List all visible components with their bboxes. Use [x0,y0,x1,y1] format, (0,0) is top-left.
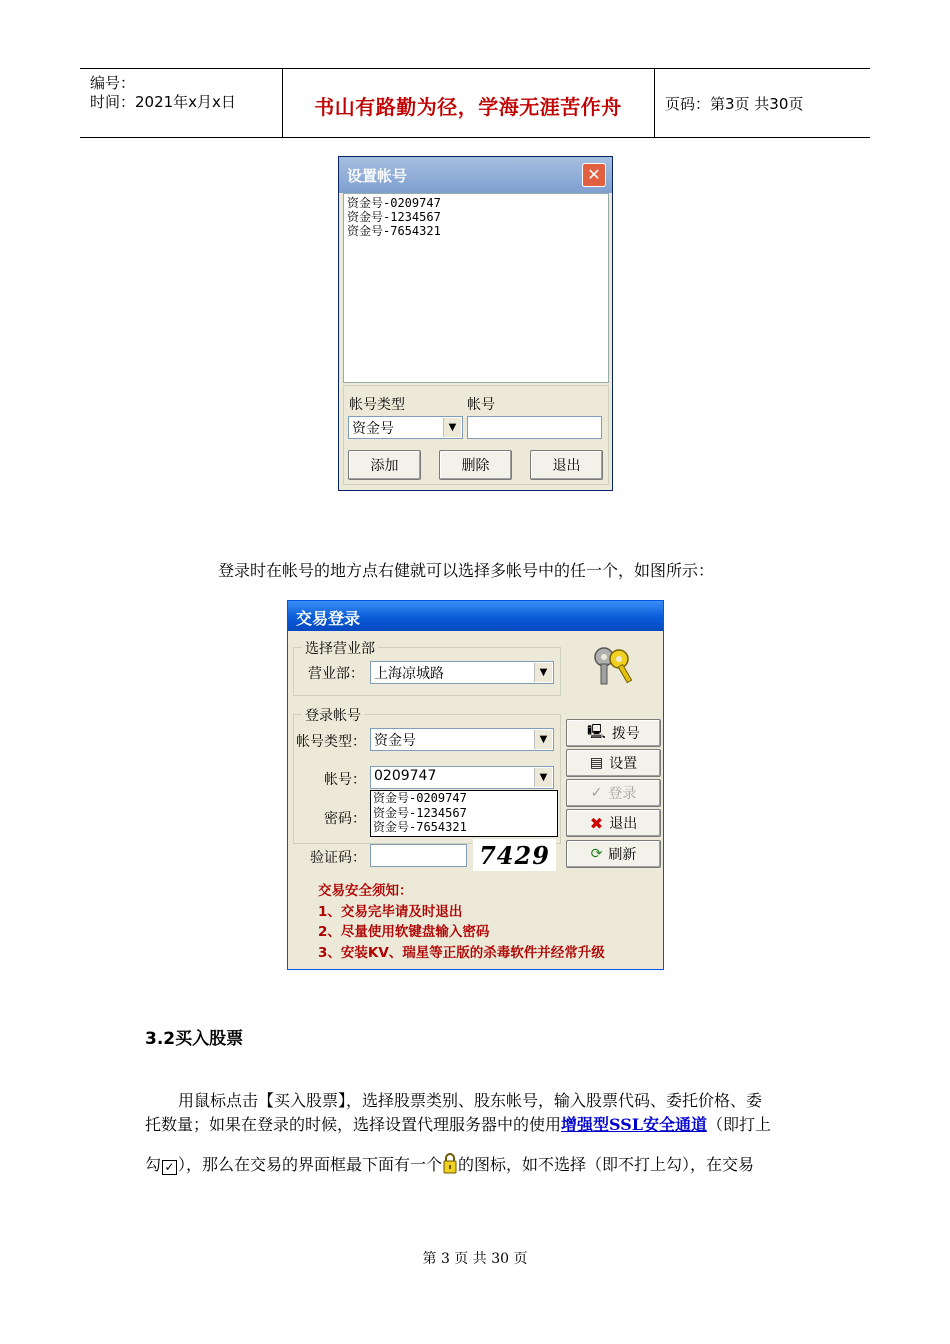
branch-label: 营业部： [308,666,364,682]
keys-icon [588,643,638,689]
branch-group-caption: 选择营业部 [302,638,378,658]
close-icon: ✖ [589,813,604,833]
chevron-down-icon[interactable]: ▼ [443,418,461,437]
trade-login-dialog [287,600,664,970]
login-button[interactable] [566,779,661,807]
account-group-caption: 登录帐号 [302,705,364,725]
account-dropdown-list[interactable] [370,790,558,837]
settings-button[interactable] [566,749,661,777]
doc-time: 时间：2021年x月x日 [90,93,236,111]
lock-icon [443,1152,457,1174]
list-item[interactable]: 资金号-7654321 [347,224,441,238]
list-item[interactable]: 资金号-0209747 [347,196,441,210]
account-list[interactable] [343,193,609,383]
intro-text: 登录时在帐号的地方点右健就可以选择多帐号中的任一个，如图所示： [218,561,715,580]
doc-number: 编号： [90,74,136,92]
add-button[interactable]: 添加 [348,450,421,480]
list-item[interactable]: 资金号-0209747 [373,791,467,805]
captcha-image: 7429 [473,839,556,871]
dialog-titlebar [339,157,612,193]
settings-icon: ▤ [589,755,604,771]
paragraph-line: 用鼠标点击【买入股票】，选择股票类别、股东帐号，输入股票代码、委托价格、委 [178,1091,763,1110]
account-settings-dialog [338,156,613,491]
checkmark-icon: ✓ [590,785,603,801]
refresh-button[interactable] [566,840,661,868]
refresh-button-label: 刷新 [608,847,637,863]
notice-item: 3、安装KV、瑞星等正版的杀毒软件并经常升级 [318,945,605,961]
header-left-cell [80,69,283,137]
account-type-label: 帐号类型： [296,734,366,750]
paragraph-text: ），那么在交易的界面框最下面有一个 [178,1155,443,1174]
notice-title: 交易安全须知： [318,883,413,899]
dial-button-label: 拨号 [611,726,640,742]
account-label: 帐号 [467,397,495,413]
dialog-titlebar [288,601,663,631]
delete-button[interactable]: 删除 [439,450,512,480]
account-type-label: 帐号类型 [349,397,405,413]
checkbox-checked-icon: ✓ [162,1160,177,1175]
header-page-number: 页码：第3页 共30页 [665,95,804,113]
account-label: 帐号： [324,772,366,788]
header-motto: 书山有路勤为径，学海无涯苦作舟 [314,95,622,119]
chevron-down-icon[interactable]: ▼ [534,730,552,749]
dialog-title: 交易登录 [296,609,361,628]
paragraph-text: （即打上 [707,1115,772,1134]
computer-icon: 🖳 [587,724,606,740]
exit-button-label: 退出 [609,816,638,832]
paragraph-line [145,1112,771,1135]
ssl-channel-link[interactable]: 增强型SSL安全通道 [561,1115,708,1134]
branch-select[interactable] [370,661,554,684]
exit-button[interactable]: 退出 [530,450,603,480]
paragraph-text: 勾 [145,1155,162,1174]
account-type-select[interactable] [370,728,554,751]
settings-button-label: 设置 [609,756,638,772]
account-type-value: 资金号 [374,733,416,749]
notice-item: 2、尽量使用软键盘输入密码 [318,924,490,940]
account-value: 0209747 [374,768,437,784]
page-footer: 第 3 页 共 30 页 [422,1251,528,1267]
list-item[interactable]: 资金号-7654321 [373,820,467,834]
header-middle-cell [282,69,655,137]
list-item[interactable]: 资金号-1234567 [373,805,467,820]
account-type-value: 资金号 [352,421,394,437]
account-select[interactable] [370,766,554,789]
login-button-label: 登录 [608,786,637,802]
refresh-icon: ⟳ [590,846,603,862]
section-heading: 3.2买入股票 [145,1029,244,1049]
chevron-down-icon[interactable]: ▼ [534,663,552,682]
paragraph-line [145,1152,754,1175]
chevron-down-icon[interactable]: ▼ [534,768,552,787]
captcha-label: 验证码： [310,850,366,866]
close-icon[interactable]: ✕ [582,163,606,187]
account-input[interactable] [467,416,602,439]
header-right-cell [655,69,870,137]
list-item[interactable]: 资金号-1234567 [347,210,441,224]
account-type-select[interactable] [348,416,463,439]
dial-button[interactable] [566,719,661,747]
password-label: 密码： [324,811,366,827]
paragraph-text: 的图标，如不选择（即不打上勾），在交易 [458,1155,755,1174]
captcha-input[interactable] [370,844,467,867]
paragraph-text: 托数量；如果在登录的时候，选择设置代理服务器中的使用 [145,1115,562,1134]
notice-item: 1、交易完毕请及时退出 [318,904,463,920]
branch-value: 上海凉城路 [374,666,444,682]
exit-button[interactable] [566,809,661,837]
dialog-title: 设置帐号 [347,167,408,185]
page-header [80,68,870,138]
